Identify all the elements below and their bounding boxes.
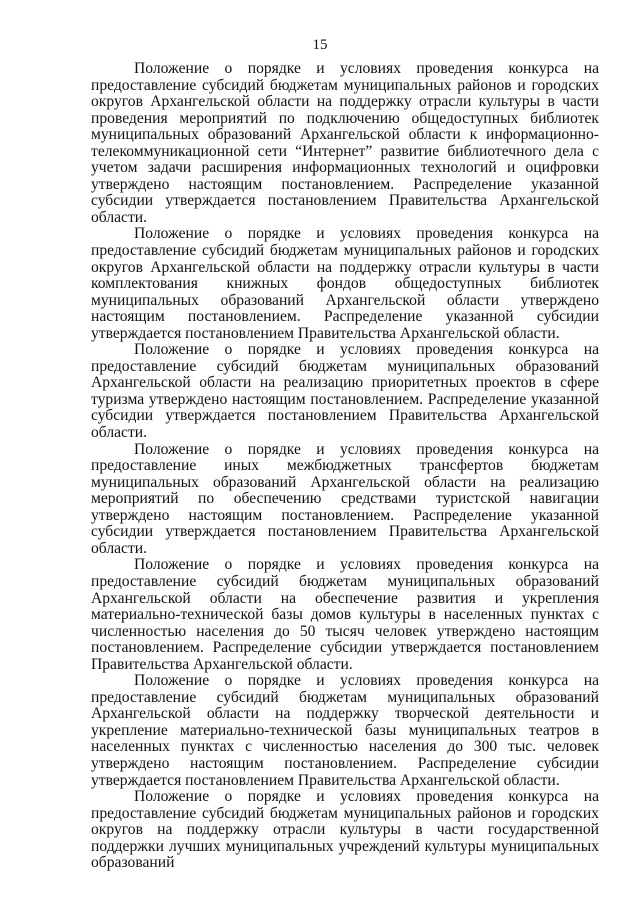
paragraph: Положение о порядке и условиях проведения конкурса на предоставление субсидий бюджетам муниципальных образований Архангельской области на обеспечение развития и укрепления материально-технической базы домов культуры в населенных пунктах с численностью населения до 50 тысяч человек утверждено настоящим постановлением. Распределение субсидии утверждается постановлением Правительства Архангельской области. [91,556,599,673]
document-body [91,61,599,872]
paragraph: Положение о порядке и условиях проведения конкурса на предоставление субсидий бюджетам муниципальных районов и городских округов Архангельской области на поддержку отрасли культуры в части проведения мероприятий по подключению общедоступных библиотек муниципальных образований Архангельской области к информационно-телекоммуникационной сети “Интернет” развитие библиотечного дела с учетом задачи расширения информационных технологий и оцифровки утверждено настоящим постановлением. Распределение указанной субсидии утверждается постановлением Правительства Архангельской области. [91,60,599,226]
paragraph: Положение о порядке и условиях проведения конкурса на предоставление субсидий бюджетам муниципальных районов и городских округов на поддержку отрасли культуры в части государственной поддержки лучших муниципальных учреждений культуры муниципальных образований [91,788,599,872]
paragraph: Положение о порядке и условиях проведения конкурса на предоставление иных межбюджетных трансфертов бюджетам муниципальных образований Архангельской области на реализацию мероприятий по обеспечению средствами туристской навигации утверждено настоящим постановлением. Распределение указанной субсидии утверждается постановлением Правительства Архангельской области. [91,440,599,557]
paragraph: Положение о порядке и условиях проведения конкурса на предоставление субсидий бюджетам муниципальных районов и городских округов Архангельской области на поддержку отрасли культуры в части комплектования книжных фондов общедоступных библиотек муниципальных образований Архангельской области утверждено настоящим постановлением. Распределение указанной субсидии утверждается постановлением Правительства Архангельской области. [91,225,599,342]
paragraph: Положение о порядке и условиях проведения конкурса на предоставление субсидий бюджетам муниципальных образований Архангельской области на реализацию приоритетных проектов в сфере туризма утверждено настоящим постановлением. Распределение указанной субсидии утверждается постановлением Правительства Архангельской области. [91,341,599,442]
page-number: 15 [312,37,328,53]
paragraph: Положение о порядке и условиях проведения конкурса на предоставление субсидий бюджетам муниципальных образований Архангельской области на поддержку творческой деятельности и укрепление материально-технической базы муниципальных театров в населенных пунктах с численностью населения до 300 тыс. человек утверждено настоящим постановлением. Распределение субсидии утверждается постановлением Правительства Архангельской области. [91,672,599,789]
